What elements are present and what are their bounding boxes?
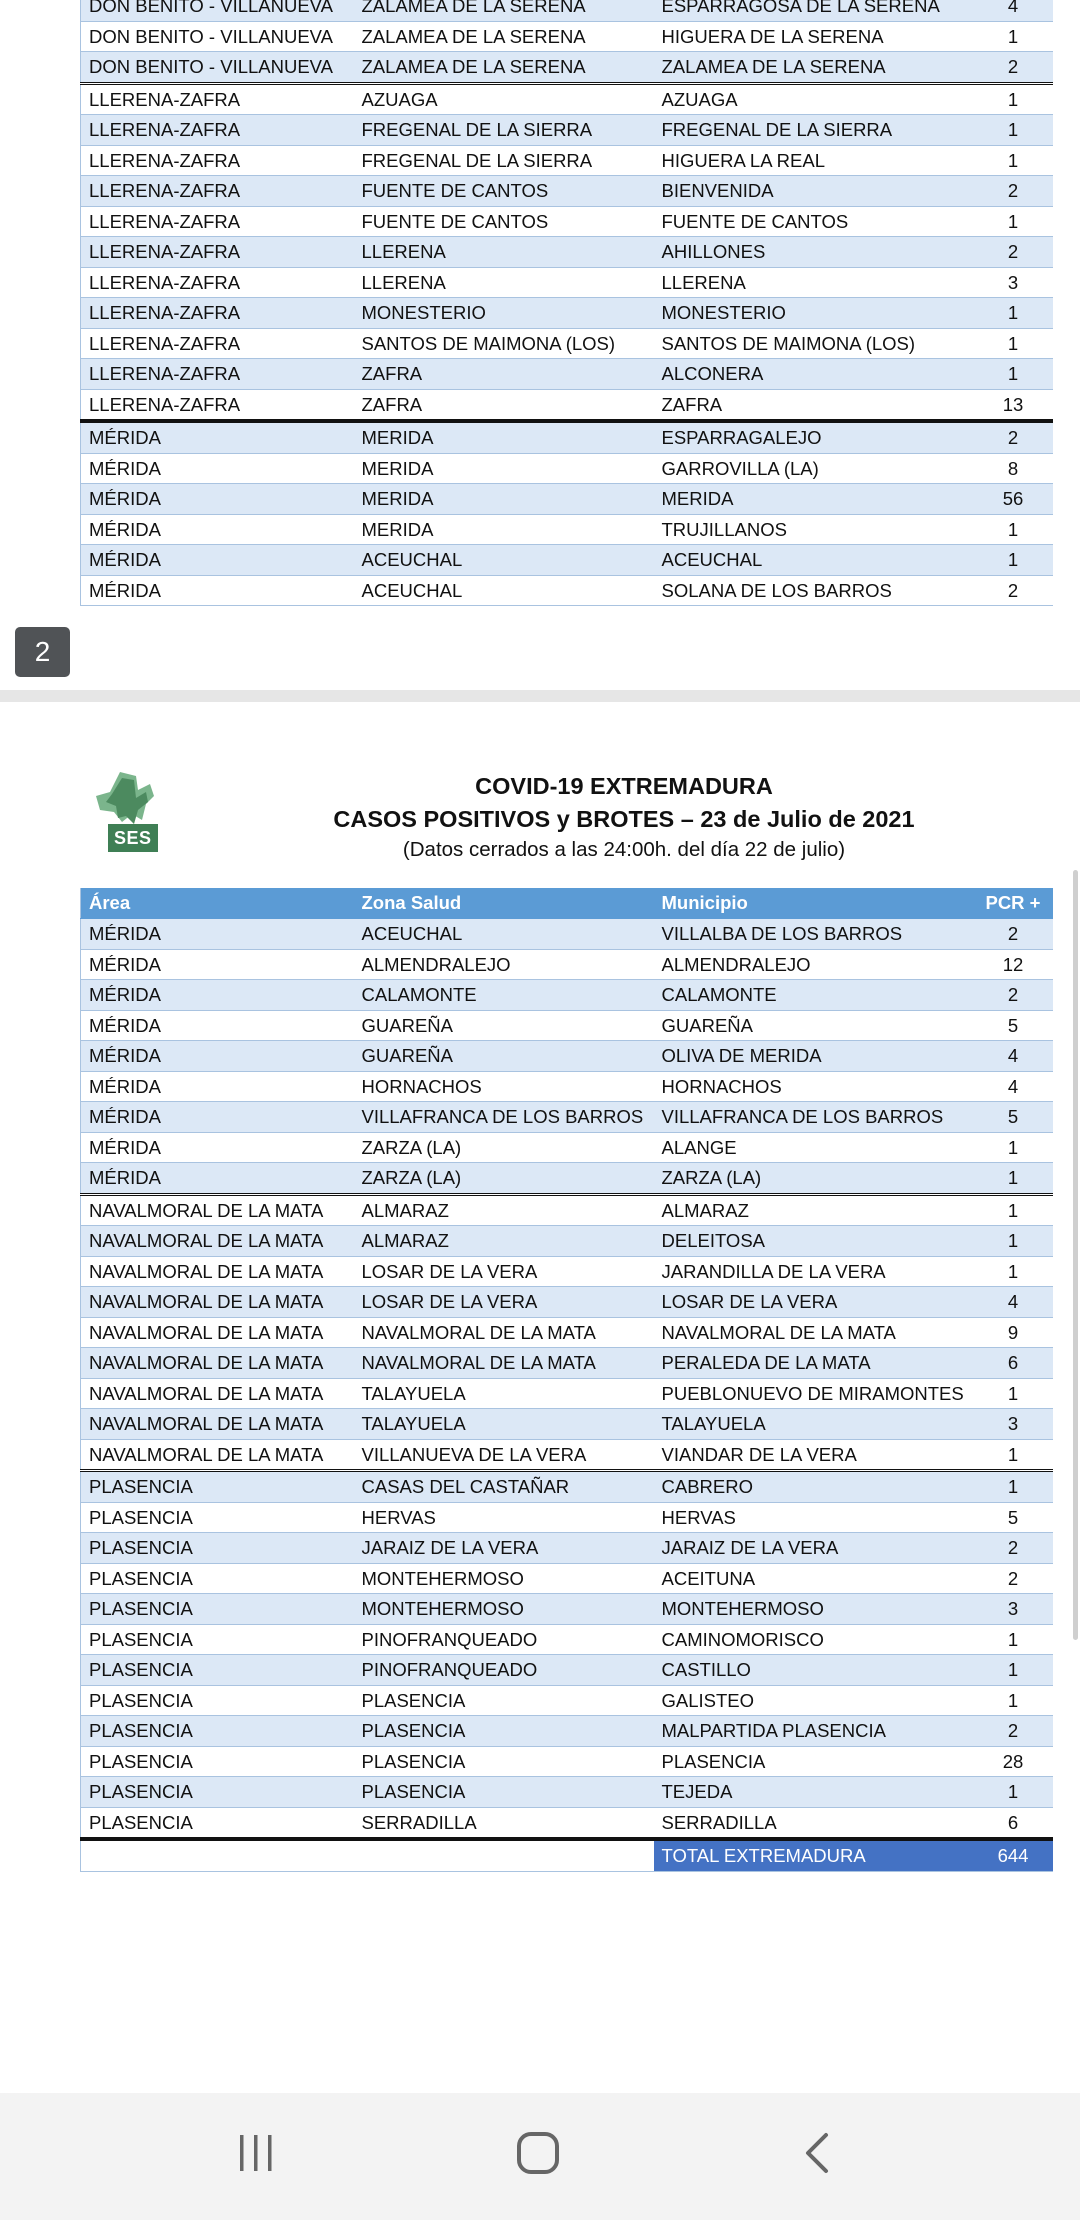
column-header-zona: Zona Salud bbox=[354, 888, 654, 919]
total-label: TOTAL EXTREMADURA bbox=[654, 1839, 974, 1871]
cell-zona-salud: VILLAFRANCA DE LOS BARROS bbox=[354, 1102, 654, 1133]
cell-pcr: 1 bbox=[974, 1132, 1053, 1163]
cell-area: PLASENCIA bbox=[81, 1563, 354, 1594]
cell-area: LLERENA-ZAFRA bbox=[81, 145, 354, 176]
cell-pcr: 3 bbox=[974, 1409, 1053, 1440]
cell-municipio: SERRADILLA bbox=[654, 1807, 974, 1839]
cell-municipio: TALAYUELA bbox=[654, 1409, 974, 1440]
cell-zona-salud: NAVALMORAL DE LA MATA bbox=[354, 1348, 654, 1379]
total-value: 644 bbox=[974, 1839, 1053, 1871]
cell-pcr: 1 bbox=[974, 298, 1053, 329]
cell-zona-salud: TALAYUELA bbox=[354, 1409, 654, 1440]
cell-zona-salud: PINOFRANQUEADO bbox=[354, 1624, 654, 1655]
table-row bbox=[81, 1378, 1053, 1409]
table-row bbox=[81, 1594, 1053, 1625]
cell-pcr: 4 bbox=[974, 1287, 1053, 1318]
cell-municipio: ZAFRA bbox=[654, 389, 974, 421]
cell-pcr: 3 bbox=[974, 1594, 1053, 1625]
cell-pcr: 1 bbox=[974, 1163, 1053, 1195]
cell-area: NAVALMORAL DE LA MATA bbox=[81, 1348, 354, 1379]
cell-zona-salud: TALAYUELA bbox=[354, 1378, 654, 1409]
cell-zona-salud: PLASENCIA bbox=[354, 1777, 654, 1808]
cell-municipio: VILLAFRANCA DE LOS BARROS bbox=[654, 1102, 974, 1133]
cell-municipio: ALANGE bbox=[654, 1132, 974, 1163]
cell-municipio: BIENVENIDA bbox=[654, 176, 974, 207]
cell-zona-salud: ZAFRA bbox=[354, 389, 654, 421]
cell-zona-salud: FREGENAL DE LA SIERRA bbox=[354, 115, 654, 146]
cell-municipio: LLERENA bbox=[654, 267, 974, 298]
cell-zona-salud: PLASENCIA bbox=[354, 1746, 654, 1777]
cell-zona-salud: CASAS DEL CASTAÑAR bbox=[354, 1471, 654, 1503]
cell-pcr: 2 bbox=[974, 52, 1053, 84]
table-row bbox=[81, 1777, 1053, 1808]
cell-municipio: ESPARRAGALEJO bbox=[654, 421, 974, 453]
cell-zona-salud: HERVAS bbox=[354, 1502, 654, 1533]
cell-zona-salud: FUENTE DE CANTOS bbox=[354, 206, 654, 237]
table-row bbox=[81, 176, 1053, 207]
scrollbar[interactable] bbox=[1073, 870, 1078, 1640]
cell-municipio: VILLALBA DE LOS BARROS bbox=[654, 919, 974, 950]
column-header-pcr: PCR + bbox=[974, 888, 1053, 919]
cell-zona-salud: VILLANUEVA DE LA VERA bbox=[354, 1439, 654, 1471]
cell-pcr: 6 bbox=[974, 1807, 1053, 1839]
cell-municipio: GUAREÑA bbox=[654, 1010, 974, 1041]
cell-zona-salud: ACEUCHAL bbox=[354, 545, 654, 576]
cell-area: DON BENITO - VILLANUEVA bbox=[81, 0, 354, 21]
cell-pcr: 12 bbox=[974, 949, 1053, 980]
cell-area: MÉRIDA bbox=[81, 980, 354, 1011]
cell-zona-salud: MERIDA bbox=[354, 484, 654, 515]
cell-zona-salud: JARAIZ DE LA VERA bbox=[354, 1533, 654, 1564]
cell-pcr: 1 bbox=[974, 328, 1053, 359]
cell-area: LLERENA-ZAFRA bbox=[81, 328, 354, 359]
cell-area: MÉRIDA bbox=[81, 545, 354, 576]
cell-zona-salud: ALMARAZ bbox=[354, 1226, 654, 1257]
cell-pcr: 1 bbox=[974, 206, 1053, 237]
table-row bbox=[81, 328, 1053, 359]
cell-pcr: 1 bbox=[974, 1439, 1053, 1471]
document-header bbox=[0, 770, 1080, 865]
cell-municipio: VIANDAR DE LA VERA bbox=[654, 1439, 974, 1471]
table-row bbox=[81, 1317, 1053, 1348]
cell-municipio: HORNACHOS bbox=[654, 1071, 974, 1102]
table-row bbox=[81, 949, 1053, 980]
cell-area: DON BENITO - VILLANUEVA bbox=[81, 21, 354, 52]
cell-area: NAVALMORAL DE LA MATA bbox=[81, 1256, 354, 1287]
cell-area: LLERENA-ZAFRA bbox=[81, 176, 354, 207]
table-row bbox=[81, 1502, 1053, 1533]
cell-municipio: PUEBLONUEVO DE MIRAMONTES bbox=[654, 1378, 974, 1409]
table-row bbox=[81, 1563, 1053, 1594]
cell-pcr: 28 bbox=[974, 1746, 1053, 1777]
cell-zona-salud: PLASENCIA bbox=[354, 1716, 654, 1747]
table-row bbox=[81, 298, 1053, 329]
cell-area: MÉRIDA bbox=[81, 514, 354, 545]
cell-area: PLASENCIA bbox=[81, 1807, 354, 1839]
cell-zona-salud: LOSAR DE LA VERA bbox=[354, 1256, 654, 1287]
table-row bbox=[81, 514, 1053, 545]
table-row bbox=[81, 1655, 1053, 1686]
cell-area: MÉRIDA bbox=[81, 919, 354, 950]
cell-zona-salud: ALMARAZ bbox=[354, 1194, 654, 1226]
cell-pcr: 1 bbox=[974, 1471, 1053, 1503]
cell-zona-salud: LLERENA bbox=[354, 237, 654, 268]
cell-pcr: 5 bbox=[974, 1010, 1053, 1041]
cell-zona-salud: ALMENDRALEJO bbox=[354, 949, 654, 980]
cell-pcr: 2 bbox=[974, 176, 1053, 207]
cell-pcr: 1 bbox=[974, 1378, 1053, 1409]
cell-pcr: 3 bbox=[974, 267, 1053, 298]
table-row bbox=[81, 484, 1053, 515]
cell-zona-salud: CALAMONTE bbox=[354, 980, 654, 1011]
cell-zona-salud: ZALAMEA DE LA SERENA bbox=[354, 21, 654, 52]
cell-municipio: SOLANA DE LOS BARROS bbox=[654, 575, 974, 606]
cell-pcr: 8 bbox=[974, 453, 1053, 484]
document-subtitle: CASOS POSITIVOS y BROTES – 23 de Julio de 2021 bbox=[333, 806, 915, 832]
cell-area: LLERENA-ZAFRA bbox=[81, 83, 354, 115]
cases-table bbox=[80, 888, 1053, 1872]
table-row bbox=[81, 1226, 1053, 1257]
total-blank-cell bbox=[354, 1839, 654, 1871]
cell-municipio: CABRERO bbox=[654, 1471, 974, 1503]
cell-area: MÉRIDA bbox=[81, 575, 354, 606]
cell-pcr: 2 bbox=[974, 1563, 1053, 1594]
cell-pcr: 2 bbox=[974, 980, 1053, 1011]
cell-pcr: 1 bbox=[974, 359, 1053, 390]
cell-area: NAVALMORAL DE LA MATA bbox=[81, 1287, 354, 1318]
cell-area: MÉRIDA bbox=[81, 421, 354, 453]
cell-municipio: MERIDA bbox=[654, 484, 974, 515]
cell-municipio: ACEITUNA bbox=[654, 1563, 974, 1594]
cell-zona-salud: LLERENA bbox=[354, 267, 654, 298]
cell-municipio: TEJEDA bbox=[654, 1777, 974, 1808]
document-title: COVID-19 EXTREMADURA bbox=[475, 773, 773, 799]
cell-municipio: TRUJILLANOS bbox=[654, 514, 974, 545]
cell-pcr: 1 bbox=[974, 1256, 1053, 1287]
cell-pcr: 2 bbox=[974, 1533, 1053, 1564]
cell-area: MÉRIDA bbox=[81, 1071, 354, 1102]
cell-pcr: 2 bbox=[974, 919, 1053, 950]
table-row bbox=[81, 1624, 1053, 1655]
cell-pcr: 1 bbox=[974, 1194, 1053, 1226]
cell-municipio: ALMARAZ bbox=[654, 1194, 974, 1226]
cell-area: MÉRIDA bbox=[81, 1010, 354, 1041]
cell-zona-salud: MONESTERIO bbox=[354, 298, 654, 329]
cell-pcr: 1 bbox=[974, 1685, 1053, 1716]
cell-pcr: 1 bbox=[974, 21, 1053, 52]
cell-area: PLASENCIA bbox=[81, 1533, 354, 1564]
cell-zona-salud: MERIDA bbox=[354, 421, 654, 453]
cell-municipio: PERALEDA DE LA MATA bbox=[654, 1348, 974, 1379]
cell-zona-salud: SANTOS DE MAIMONA (LOS) bbox=[354, 328, 654, 359]
cell-municipio: FREGENAL DE LA SIERRA bbox=[654, 115, 974, 146]
table-row bbox=[81, 145, 1053, 176]
cell-area: PLASENCIA bbox=[81, 1502, 354, 1533]
cell-municipio: PLASENCIA bbox=[654, 1746, 974, 1777]
cell-area: MÉRIDA bbox=[81, 1041, 354, 1072]
cell-municipio: GALISTEO bbox=[654, 1685, 974, 1716]
cell-zona-salud: MERIDA bbox=[354, 514, 654, 545]
table-row bbox=[81, 1533, 1053, 1564]
cell-pcr: 5 bbox=[974, 1102, 1053, 1133]
cell-pcr: 4 bbox=[974, 1041, 1053, 1072]
total-row bbox=[81, 1839, 1053, 1871]
cell-area: LLERENA-ZAFRA bbox=[81, 359, 354, 390]
table-row bbox=[81, 919, 1053, 950]
cell-municipio: DELEITOSA bbox=[654, 1226, 974, 1257]
cell-municipio: LOSAR DE LA VERA bbox=[654, 1287, 974, 1318]
cell-municipio: CASTILLO bbox=[654, 1655, 974, 1686]
cell-area: LLERENA-ZAFRA bbox=[81, 206, 354, 237]
column-header-area: Área bbox=[81, 888, 354, 919]
table-row bbox=[81, 1256, 1053, 1287]
cell-zona-salud: ZAFRA bbox=[354, 359, 654, 390]
cell-area: NAVALMORAL DE LA MATA bbox=[81, 1409, 354, 1440]
cell-pcr: 4 bbox=[974, 1071, 1053, 1102]
cell-zona-salud: PINOFRANQUEADO bbox=[354, 1655, 654, 1686]
cell-pcr: 2 bbox=[974, 1716, 1053, 1747]
document-note: (Datos cerrados a las 24:00h. del día 22 de julio) bbox=[402, 838, 846, 861]
cell-zona-salud: FREGENAL DE LA SIERRA bbox=[354, 145, 654, 176]
table-row bbox=[81, 1471, 1053, 1503]
cell-area: LLERENA-ZAFRA bbox=[81, 389, 354, 421]
table-row bbox=[81, 1685, 1053, 1716]
table-row bbox=[81, 115, 1053, 146]
table-row bbox=[81, 1194, 1053, 1226]
total-blank-cell bbox=[81, 1839, 354, 1871]
cell-pcr: 1 bbox=[974, 115, 1053, 146]
top-table-fragment bbox=[80, 0, 1053, 606]
cell-pcr: 1 bbox=[974, 1226, 1053, 1257]
cell-zona-salud: HORNACHOS bbox=[354, 1071, 654, 1102]
cell-area: NAVALMORAL DE LA MATA bbox=[81, 1439, 354, 1471]
cell-pcr: 1 bbox=[974, 83, 1053, 115]
cell-municipio: ACEUCHAL bbox=[654, 545, 974, 576]
cell-zona-salud: ZALAMEA DE LA SERENA bbox=[354, 52, 654, 84]
cell-municipio: ALCONERA bbox=[654, 359, 974, 390]
cell-pcr: 2 bbox=[974, 237, 1053, 268]
cell-municipio: ZARZA (LA) bbox=[654, 1163, 974, 1195]
table-row bbox=[81, 453, 1053, 484]
table-row bbox=[81, 575, 1053, 606]
table-row bbox=[81, 21, 1053, 52]
cell-area: MÉRIDA bbox=[81, 453, 354, 484]
cell-zona-salud: MERIDA bbox=[354, 453, 654, 484]
cell-area: PLASENCIA bbox=[81, 1685, 354, 1716]
cell-zona-salud: ZALAMEA DE LA SERENA bbox=[354, 0, 654, 21]
cell-area: PLASENCIA bbox=[81, 1624, 354, 1655]
table-row bbox=[81, 0, 1053, 21]
table-row bbox=[81, 1746, 1053, 1777]
cell-area: MÉRIDA bbox=[81, 1102, 354, 1133]
cell-area: DON BENITO - VILLANUEVA bbox=[81, 52, 354, 84]
cell-area: NAVALMORAL DE LA MATA bbox=[81, 1317, 354, 1348]
cell-municipio: ESPARRAGOSA DE LA SERENA bbox=[654, 0, 974, 21]
table-row bbox=[81, 1807, 1053, 1839]
cell-area: PLASENCIA bbox=[81, 1716, 354, 1747]
cell-area: NAVALMORAL DE LA MATA bbox=[81, 1378, 354, 1409]
cell-zona-salud: NAVALMORAL DE LA MATA bbox=[354, 1317, 654, 1348]
cell-municipio: ALMENDRALEJO bbox=[654, 949, 974, 980]
home-icon[interactable] bbox=[498, 2123, 578, 2183]
table-row bbox=[81, 1132, 1053, 1163]
cell-municipio: FUENTE DE CANTOS bbox=[654, 206, 974, 237]
cell-area: MÉRIDA bbox=[81, 1132, 354, 1163]
cell-municipio: AZUAGA bbox=[654, 83, 974, 115]
cell-municipio: MONTEHERMOSO bbox=[654, 1594, 974, 1625]
table-row bbox=[81, 267, 1053, 298]
table-row bbox=[81, 1071, 1053, 1102]
table-row bbox=[81, 1010, 1053, 1041]
cell-municipio: OLIVA DE MERIDA bbox=[654, 1041, 974, 1072]
cell-municipio: AHILLONES bbox=[654, 237, 974, 268]
cell-zona-salud: ACEUCHAL bbox=[354, 575, 654, 606]
cell-pcr: 1 bbox=[974, 1624, 1053, 1655]
cell-municipio: JARAIZ DE LA VERA bbox=[654, 1533, 974, 1564]
cell-municipio: HERVAS bbox=[654, 1502, 974, 1533]
cell-pcr: 5 bbox=[974, 1502, 1053, 1533]
cell-pcr: 1 bbox=[974, 545, 1053, 576]
cell-municipio: MALPARTIDA PLASENCIA bbox=[654, 1716, 974, 1747]
cell-pcr: 6 bbox=[974, 1348, 1053, 1379]
cell-area: NAVALMORAL DE LA MATA bbox=[81, 1226, 354, 1257]
cell-pcr: 56 bbox=[974, 484, 1053, 515]
cell-area: LLERENA-ZAFRA bbox=[81, 267, 354, 298]
cell-area: MÉRIDA bbox=[81, 484, 354, 515]
cell-pcr: 1 bbox=[974, 514, 1053, 545]
cell-zona-salud: AZUAGA bbox=[354, 83, 654, 115]
cell-pcr: 1 bbox=[974, 1777, 1053, 1808]
cell-area: NAVALMORAL DE LA MATA bbox=[81, 1194, 354, 1226]
cell-municipio: MONESTERIO bbox=[654, 298, 974, 329]
table-row bbox=[81, 389, 1053, 421]
recent-apps-icon[interactable] bbox=[216, 2123, 296, 2183]
cell-area: LLERENA-ZAFRA bbox=[81, 237, 354, 268]
cell-zona-salud: GUAREÑA bbox=[354, 1041, 654, 1072]
cell-pcr: 9 bbox=[974, 1317, 1053, 1348]
cell-zona-salud: MONTEHERMOSO bbox=[354, 1594, 654, 1625]
cell-pcr: 2 bbox=[974, 421, 1053, 453]
cell-municipio: ZALAMEA DE LA SERENA bbox=[654, 52, 974, 84]
table-row bbox=[81, 421, 1053, 453]
cell-zona-salud: LOSAR DE LA VERA bbox=[354, 1287, 654, 1318]
cell-pcr: 2 bbox=[974, 575, 1053, 606]
cell-area: PLASENCIA bbox=[81, 1655, 354, 1686]
cell-municipio: HIGUERA DE LA SERENA bbox=[654, 21, 974, 52]
cell-zona-salud: ZARZA (LA) bbox=[354, 1163, 654, 1195]
cell-zona-salud: FUENTE DE CANTOS bbox=[354, 176, 654, 207]
cell-pcr: 4 bbox=[974, 0, 1053, 21]
table-row bbox=[81, 1348, 1053, 1379]
cell-area: MÉRIDA bbox=[81, 949, 354, 980]
table-row bbox=[81, 1409, 1053, 1440]
logo-text: SES bbox=[114, 828, 152, 848]
cell-municipio: JARANDILLA DE LA VERA bbox=[654, 1256, 974, 1287]
table-row bbox=[81, 206, 1053, 237]
table-row bbox=[81, 83, 1053, 115]
table-row bbox=[81, 1716, 1053, 1747]
table-row bbox=[81, 52, 1053, 84]
cell-zona-salud: GUAREÑA bbox=[354, 1010, 654, 1041]
cell-area: PLASENCIA bbox=[81, 1471, 354, 1503]
table-header-row bbox=[81, 888, 1053, 919]
page-divider bbox=[0, 690, 1080, 702]
table-row bbox=[81, 1041, 1053, 1072]
cell-area: LLERENA-ZAFRA bbox=[81, 115, 354, 146]
cell-zona-salud: SERRADILLA bbox=[354, 1807, 654, 1839]
table-row bbox=[81, 237, 1053, 268]
cell-municipio: CAMINOMORISCO bbox=[654, 1624, 974, 1655]
table-row bbox=[81, 1439, 1053, 1471]
cell-municipio: NAVALMORAL DE LA MATA bbox=[654, 1317, 974, 1348]
table-row bbox=[81, 1287, 1053, 1318]
cell-area: PLASENCIA bbox=[81, 1594, 354, 1625]
cell-municipio: CALAMONTE bbox=[654, 980, 974, 1011]
table-row bbox=[81, 980, 1053, 1011]
cell-pcr: 1 bbox=[974, 1655, 1053, 1686]
table-row bbox=[81, 545, 1053, 576]
column-header-municipio: Municipio bbox=[654, 888, 974, 919]
page-number-badge: 2 bbox=[15, 627, 70, 677]
table-row bbox=[81, 1102, 1053, 1133]
table-row bbox=[81, 1163, 1053, 1195]
cell-municipio: HIGUERA LA REAL bbox=[654, 145, 974, 176]
cell-pcr: 1 bbox=[974, 145, 1053, 176]
cell-municipio: SANTOS DE MAIMONA (LOS) bbox=[654, 328, 974, 359]
cell-zona-salud: ZARZA (LA) bbox=[354, 1132, 654, 1163]
cell-area: MÉRIDA bbox=[81, 1163, 354, 1195]
back-icon[interactable] bbox=[778, 2123, 858, 2183]
cell-area: PLASENCIA bbox=[81, 1746, 354, 1777]
cell-area: LLERENA-ZAFRA bbox=[81, 298, 354, 329]
cell-zona-salud: PLASENCIA bbox=[354, 1685, 654, 1716]
cell-zona-salud: MONTEHERMOSO bbox=[354, 1563, 654, 1594]
cell-municipio: GARROVILLA (LA) bbox=[654, 453, 974, 484]
table-row bbox=[81, 359, 1053, 390]
android-navigation-bar bbox=[0, 2093, 1080, 2220]
cell-pcr: 13 bbox=[974, 389, 1053, 421]
cell-area: PLASENCIA bbox=[81, 1777, 354, 1808]
cell-zona-salud: ACEUCHAL bbox=[354, 919, 654, 950]
